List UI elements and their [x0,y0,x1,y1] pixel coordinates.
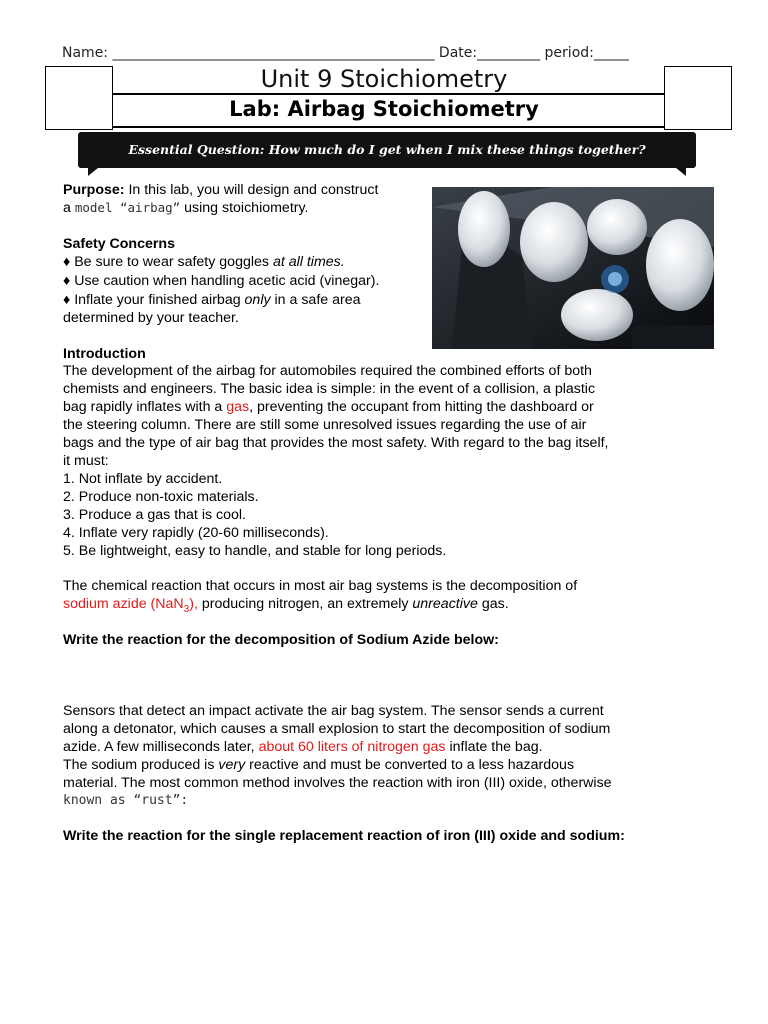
intro-line-6: it must: [63,453,109,469]
sensors-line-3-a: azide. A few milliseconds later, [63,739,259,755]
sensors-line-4-b: reactive and must be converted to a less hazardous [245,757,575,773]
safety-heading: Safety Concerns [63,236,175,252]
purpose-text: In this lab, you will design and construct [124,182,379,198]
purpose-text-2a: a [63,200,75,216]
safety-item-1 [63,253,423,271]
title-rule-bottom [112,126,664,128]
safety-item-3 [63,291,423,309]
intro-line-5: bags and the type of air bag that provides the most safety. With regard to the bag itself, [63,435,609,451]
intro-line-4: the steering column. There are still some unresolved issues regarding the use of air [63,417,587,433]
sensors-line-4 [63,756,713,774]
purpose-line-1 [63,181,423,199]
sodium-azide-highlight: sodium azide (NaN$_3$), [63,596,198,615]
safety-item-3-text-b: in a safe area [270,292,361,308]
gas-highlight: gas [226,399,250,415]
title-rule-top [112,93,664,95]
lab-title: Lab: Airbag Stoichiometry [229,97,539,121]
passenger-airbag [646,219,714,311]
requirement-item-4: 4. Inflate very rapidly (20-60 milliseconds). [63,525,329,541]
safety-item-1-emph: at all times. [272,254,345,270]
knee-airbag [561,289,633,341]
introduction-heading: Introduction [63,346,146,362]
unreactive-emph: unreactive [412,596,478,612]
intro-line-1: The development of the airbag for automobiles required the combined efforts of both [63,363,592,379]
safety-item-2-text: Use caution when handling acetic acid (vinegar). [70,273,380,289]
sensors-line-3-b: inflate the bag. [445,739,543,755]
intro-line-3-a: bag rapidly inflates with a [63,399,227,415]
intro-line-3-b: , preventing the occupant from hitting the dashboard or [249,399,594,415]
requirement-item-3: 3. Produce a gas that is cool. [63,507,246,523]
purpose-line-2 [63,199,423,217]
intro-line-3 [63,398,713,416]
sensors-line-2: along a detonator, which causes a small explosion to start the decomposition of sodium [63,721,611,737]
reaction-intro-text-b: gas. [477,596,509,612]
answer-area-1[interactable] [63,652,703,696]
reaction-intro-text-a: producing nitrogen, an extremely [197,596,413,612]
safety-item-1-text: Be sure to wear safety goggles [70,254,273,270]
driver-airbag [520,202,588,282]
answer-area-2[interactable] [63,850,703,1000]
safety-item-2 [63,272,423,290]
sensors-line-4-a: The sodium produced is [63,757,219,773]
safety-item-3-emph: only [244,292,271,308]
safety-item-3-cont: determined by your teacher. [63,310,239,326]
curtain-airbag [458,191,510,267]
diamond-bullet-icon: ♦ [63,292,71,308]
airbag-photo [432,187,714,349]
diamond-bullet-icon: ♦ [63,254,71,270]
center-airbag [587,199,647,255]
model-airbag-term: model “airbag” [74,200,181,215]
sensors-line-1: Sensors that detect an impact activate the air bag system. The sensor sends a current [63,703,604,719]
reaction-intro-line-2 [63,595,713,619]
requirement-item-5: 5. Be lightweight, easy to handle, and stable for long periods. [63,543,447,559]
safety-item-3-text: Inflate your finished airbag [70,292,245,308]
unit-title: Unit 9 Stoichiometry [260,65,508,93]
question-2: Write the reaction for the single replacement reaction of iron (III) oxide and sodium: [63,828,625,844]
requirement-item-2: 2. Produce non-toxic materials. [63,489,259,505]
sensors-line-3 [63,738,713,756]
essential-question-banner: Essential Question: How much do I get when I mix these things together? [78,132,696,168]
diamond-bullet-icon: ♦ [63,273,71,289]
sensors-line-5: material. The most common method involves the reaction with iron (III) oxide, otherwise [63,775,612,791]
purpose-label: Purpose: [63,182,125,198]
nitrogen-volume-highlight: about 60 liters of nitrogen gas [258,739,446,755]
question-1: Write the reaction for the decomposition of Sodium Azide below: [63,632,499,648]
very-emph: very [218,757,246,773]
name-date-period-line[interactable]: Name: ______________________________________________ Date:_________ period:_____ [62,45,629,61]
sensors-line-6: known as “rust”: [63,793,189,808]
purpose-text-2b: using stoichiometry. [180,200,309,216]
intro-line-2: chemists and engineers. The basic idea is simple: in the event of a collision, a plastic [63,381,596,397]
reaction-intro-line-1: The chemical reaction that occurs in most air bag systems is the decomposition of [63,578,578,594]
requirement-item-1: 1. Not inflate by accident. [63,471,223,487]
